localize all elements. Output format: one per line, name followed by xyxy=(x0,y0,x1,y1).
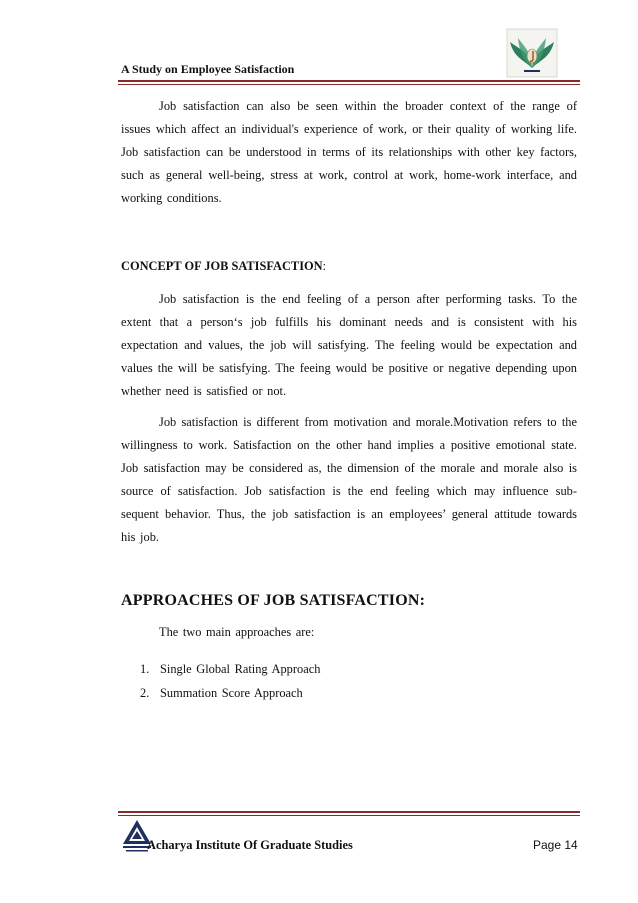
header-title: A Study on Employee Satisfaction xyxy=(121,62,295,76)
college-emblem-icon xyxy=(506,28,558,78)
approaches-list xyxy=(140,661,320,709)
footer-rule xyxy=(118,811,580,813)
header-rule xyxy=(118,80,580,82)
concept-heading: CONCEPT OF JOB SATISFACTION: xyxy=(121,259,327,273)
footer-rule-thin xyxy=(118,815,580,816)
list-item: 1. Single Global Rating Approach xyxy=(140,662,321,676)
paragraph-concept-2: Job satisfaction is different from motivation and morale.Motivation refers to the willingness to work. Satisfaction on the other hand implies a positive emotional state. Job satisfaction may be considered as, the dimension of the morale and morale also is source of satisfaction. Job satisfaction is the end feeling which may influence sub-sequent behavior. Thus, the job satisfaction is an employees’ general attitude towards his job. xyxy=(121,415,577,544)
approaches-heading: APPROACHES OF JOB SATISFACTION: xyxy=(121,592,426,609)
footer-institute-name: Acharya Institute Of Graduate Studies xyxy=(147,838,353,852)
paragraph-context: Job satisfaction can also be seen within the broader context of the range of issues which affect an individual's experience of work, or their quality of working life. Job satisfaction can be understood in terms of its relationships with other key factors, such as general well-being, stress at work, control at work, home-work interface, and working conditions. xyxy=(121,99,577,205)
header-rule-thin xyxy=(118,84,580,85)
approaches-intro: The two main approaches are: xyxy=(159,625,315,639)
paragraph-concept-1: Job satisfaction is the end feeling of a person after performing tasks. To the extent that a person‘s job fulfills his dominant needs and is consistent with his expectation and values, the job will satisfying. The feeling would be expectation and values the will be satisfying. The feeing would be positive or negative depending upon whether need is satisfied or not. xyxy=(121,292,577,398)
list-item: 2. Summation Score Approach xyxy=(140,686,303,700)
page-number: Page 14 xyxy=(533,838,578,852)
